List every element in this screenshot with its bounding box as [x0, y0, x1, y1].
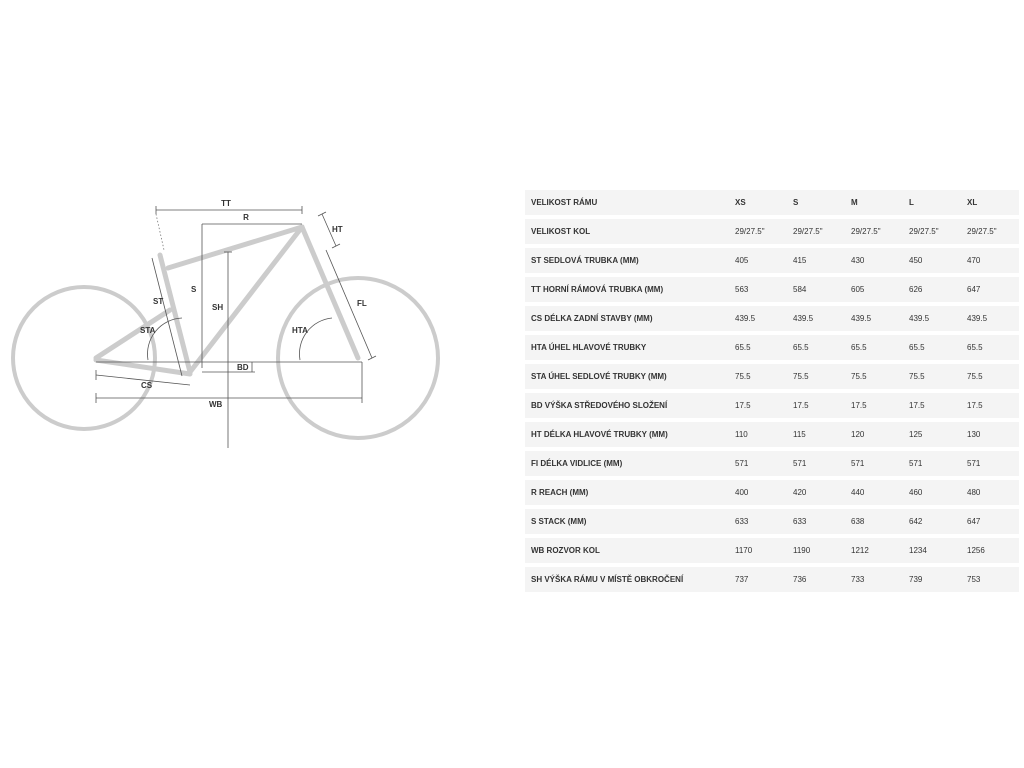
row-value: 642 — [899, 509, 957, 534]
table-row — [525, 364, 1019, 389]
row-value: 125 — [899, 422, 957, 447]
header-label: VELIKOST RÁMU — [525, 190, 725, 215]
row-label: CS DÉLKA ZADNÍ STAVBY (MM) — [525, 306, 725, 331]
size-m: M — [841, 190, 899, 215]
label-sta: STA — [140, 326, 156, 335]
row-value: 571 — [841, 451, 899, 476]
row-label: HT DÉLKA HLAVOVÉ TRUBKY (MM) — [525, 422, 725, 447]
row-value: 65.5 — [841, 335, 899, 360]
row-value: 480 — [957, 480, 1019, 505]
row-value: 75.5 — [899, 364, 957, 389]
row-value: 739 — [899, 567, 957, 592]
geometry-table-body — [525, 190, 1019, 592]
row-value: 626 — [899, 277, 957, 302]
row-value: 400 — [725, 480, 783, 505]
table-row — [525, 306, 1019, 331]
row-value: 450 — [899, 248, 957, 273]
row-value: 563 — [725, 277, 783, 302]
top-tube — [168, 227, 302, 268]
row-value: 29/27.5" — [725, 219, 783, 244]
table-row — [525, 422, 1019, 447]
table-row — [525, 451, 1019, 476]
row-value: 17.5 — [725, 393, 783, 418]
row-value: 439.5 — [725, 306, 783, 331]
table-row — [525, 538, 1019, 563]
row-value: 470 — [957, 248, 1019, 273]
table-row — [525, 509, 1019, 534]
rear-wheel — [13, 287, 155, 429]
row-value: 647 — [957, 509, 1019, 534]
row-value: 130 — [957, 422, 1019, 447]
row-label: BD VÝŠKA STŘEDOVÉHO SLOŽENÍ — [525, 393, 725, 418]
table-row — [525, 480, 1019, 505]
row-value: 430 — [841, 248, 899, 273]
row-value: 115 — [783, 422, 841, 447]
table-row — [525, 248, 1019, 273]
size-xs: XS — [725, 190, 783, 215]
row-label: VELIKOST KOL — [525, 219, 725, 244]
row-value: 439.5 — [899, 306, 957, 331]
row-value: 633 — [725, 509, 783, 534]
row-value: 1234 — [899, 538, 957, 563]
row-label: FI DÉLKA VIDLICE (MM) — [525, 451, 725, 476]
row-value: 65.5 — [783, 335, 841, 360]
seat-stay — [96, 310, 170, 358]
row-value: 415 — [783, 248, 841, 273]
row-value: 65.5 — [899, 335, 957, 360]
row-value: 440 — [841, 480, 899, 505]
row-value: 571 — [899, 451, 957, 476]
row-value: 737 — [725, 567, 783, 592]
row-label: WB ROZVOR KOL — [525, 538, 725, 563]
row-value: 571 — [957, 451, 1019, 476]
row-label: SH VÝŠKA RÁMU V MÍSTĚ OBKROČENÍ — [525, 567, 725, 592]
row-value: 439.5 — [841, 306, 899, 331]
size-xl: XL — [957, 190, 1019, 215]
row-value: 420 — [783, 480, 841, 505]
row-value: 29/27.5" — [957, 219, 1019, 244]
label-st: ST — [153, 297, 164, 306]
row-label: ST SEDLOVÁ TRUBKA (MM) — [525, 248, 725, 273]
size-s: S — [783, 190, 841, 215]
row-value: 439.5 — [957, 306, 1019, 331]
row-value: 733 — [841, 567, 899, 592]
row-value: 75.5 — [841, 364, 899, 389]
row-value: 17.5 — [957, 393, 1019, 418]
label-ht: HT — [332, 225, 343, 234]
row-label: S STACK (MM) — [525, 509, 725, 534]
row-value: 17.5 — [783, 393, 841, 418]
label-hta: HTA — [292, 326, 308, 335]
row-value: 460 — [899, 480, 957, 505]
row-value: 110 — [725, 422, 783, 447]
label-bd: BD — [237, 363, 249, 372]
table-row — [525, 219, 1019, 244]
table-row — [525, 277, 1019, 302]
row-value: 17.5 — [841, 393, 899, 418]
table-header-row — [525, 190, 1019, 215]
row-value: 65.5 — [957, 335, 1019, 360]
row-value: 647 — [957, 277, 1019, 302]
row-value: 605 — [841, 277, 899, 302]
row-value: 638 — [841, 509, 899, 534]
row-value: 75.5 — [957, 364, 1019, 389]
row-value: 571 — [783, 451, 841, 476]
table-row — [525, 393, 1019, 418]
row-value: 120 — [841, 422, 899, 447]
row-value: 1190 — [783, 538, 841, 563]
row-value: 29/27.5" — [783, 219, 841, 244]
label-cs: CS — [141, 381, 153, 390]
row-value: 1212 — [841, 538, 899, 563]
row-value: 75.5 — [783, 364, 841, 389]
row-label: TT HORNÍ RÁMOVÁ TRUBKA (MM) — [525, 277, 725, 302]
row-value: 633 — [783, 509, 841, 534]
row-value: 736 — [783, 567, 841, 592]
row-value: 439.5 — [783, 306, 841, 331]
row-value: 571 — [725, 451, 783, 476]
row-label: STA ÚHEL SEDLOVÉ TRUBKY (MM) — [525, 364, 725, 389]
label-fl: FL — [357, 299, 367, 308]
row-value: 65.5 — [725, 335, 783, 360]
hta-angle-arc — [299, 318, 332, 360]
geometry-table — [525, 186, 1019, 596]
label-sh: SH — [212, 303, 224, 312]
row-value: 29/27.5" — [841, 219, 899, 244]
row-value: 1256 — [957, 538, 1019, 563]
row-value: 17.5 — [899, 393, 957, 418]
row-label: R REACH (MM) — [525, 480, 725, 505]
label-wb: WB — [209, 400, 223, 409]
row-value: 1170 — [725, 538, 783, 563]
row-label: HTA ÚHEL HLAVOVÉ TRUBKY — [525, 335, 725, 360]
frame — [96, 227, 358, 374]
label-tt: TT — [221, 199, 231, 208]
label-r: R — [243, 213, 249, 222]
table-row — [525, 335, 1019, 360]
row-value: 753 — [957, 567, 1019, 592]
label-s: S — [191, 285, 197, 294]
dimension-lines — [96, 206, 376, 448]
row-value: 75.5 — [725, 364, 783, 389]
row-value: 584 — [783, 277, 841, 302]
down-tube — [190, 227, 302, 372]
row-value: 405 — [725, 248, 783, 273]
row-value: 29/27.5" — [899, 219, 957, 244]
table-row — [525, 567, 1019, 592]
size-l: L — [899, 190, 957, 215]
